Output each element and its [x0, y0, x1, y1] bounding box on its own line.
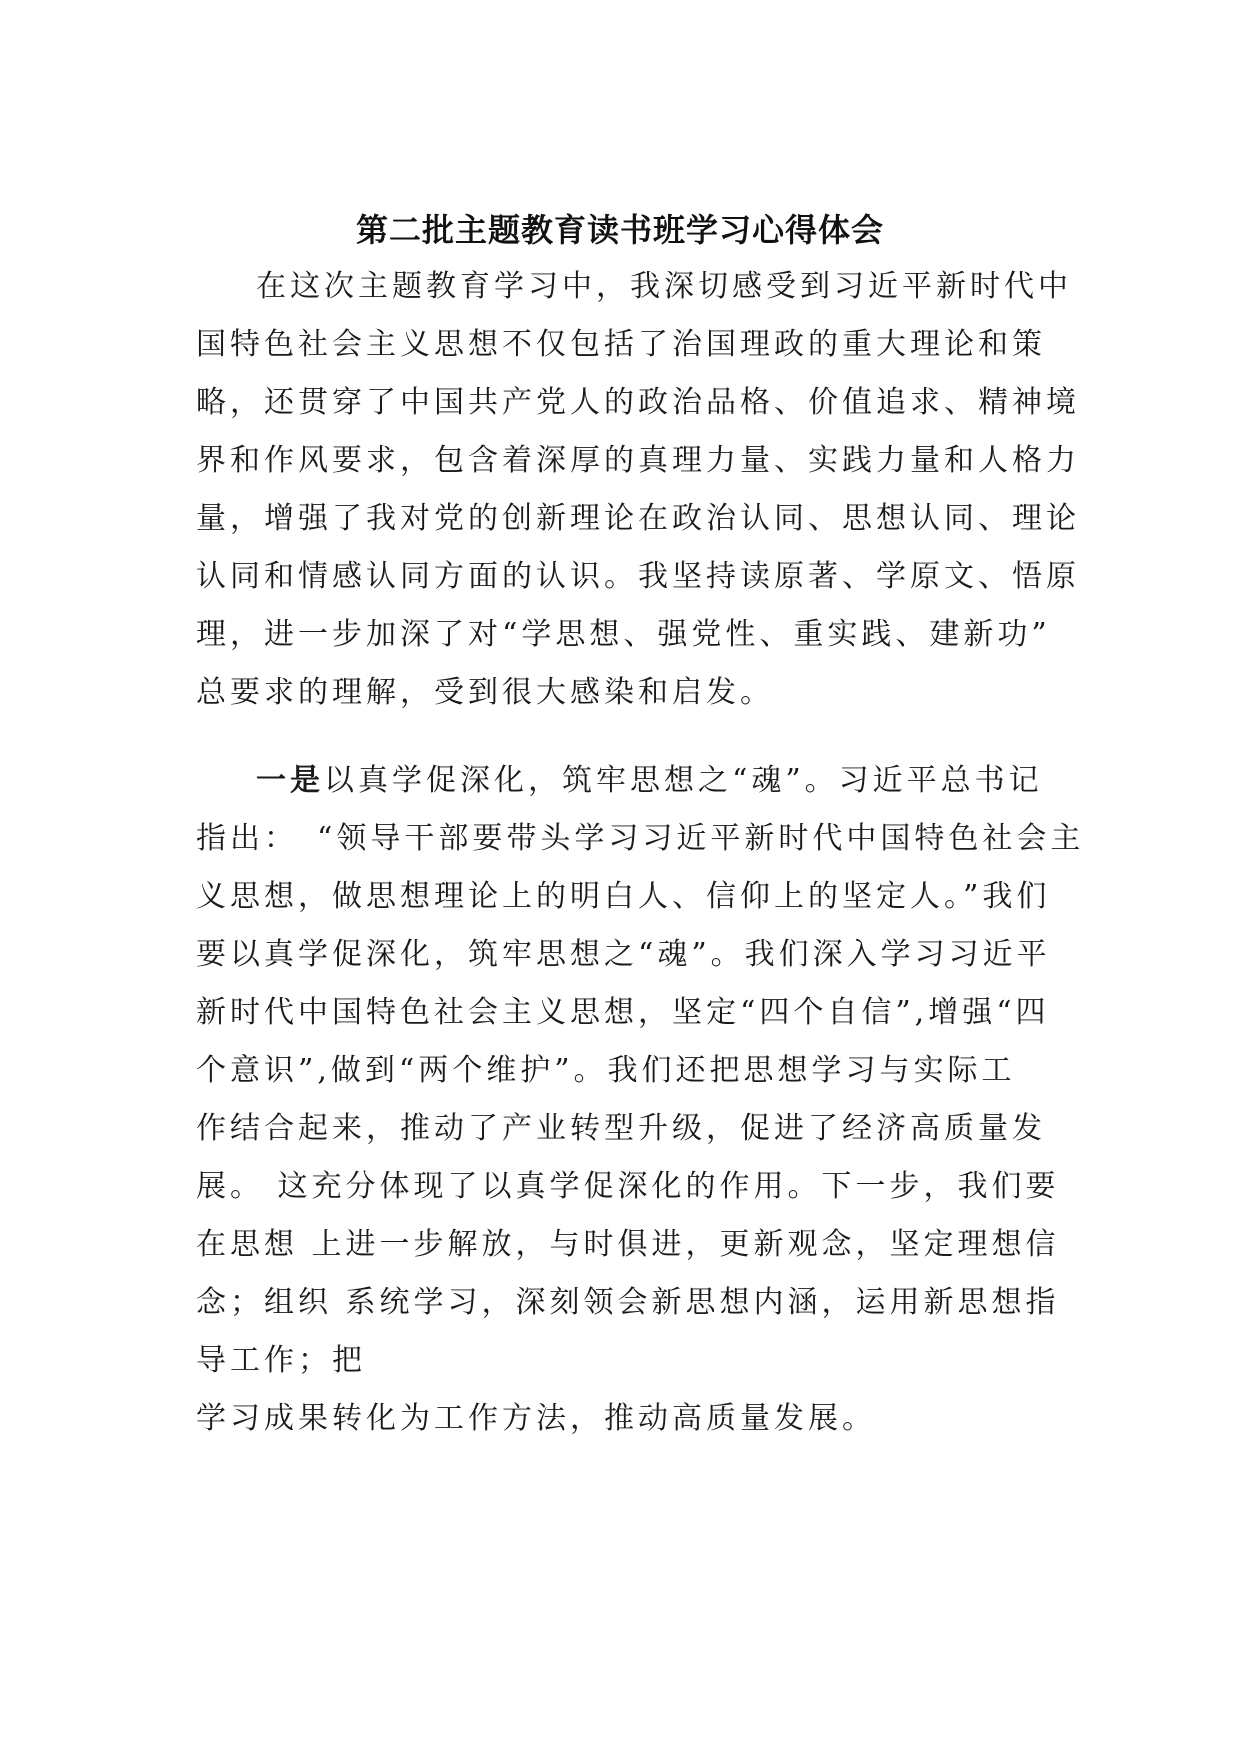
paragraph-line: 指出： “领导干部要带头学习习近平新时代中国特色社会主	[196, 821, 1085, 856]
paragraph-line: 义思想，做思想理论上的明白人、信仰上的坚定人。”我们	[196, 879, 1051, 914]
paragraph-line: 导工作；把	[196, 1343, 366, 1378]
paragraph-line: 新时代中国特色社会主义思想，坚定“四个自信”,增强“四	[196, 995, 1050, 1030]
paragraph-line: 念；组织 系统学习，深刻领会新思想内涵，运用新思想指	[196, 1285, 1060, 1320]
paragraph-lead: 一是	[256, 763, 324, 798]
document-title: 第二批主题教育读书班学习心得体会	[355, 211, 884, 249]
paragraph-line: 在这次主题教育学习中，我深切感受到习近平新时代中	[256, 269, 1072, 304]
paragraph-line: 要以真学促深化，筑牢思想之“魂”。我们深入学习习近平	[196, 937, 1051, 972]
paragraph-line: 在思想 上进一步解放，与时俱进，更新观念，坚定理想信	[196, 1227, 1060, 1262]
paragraph-line: 略，还贯穿了中国共产党人的政治品格、价值追求、精神境	[196, 385, 1080, 420]
paragraph-line	[196, 752, 1056, 810]
paragraph-line: 认同和情感认同方面的认识。我坚持读原著、学原文、悟原	[196, 559, 1080, 594]
paragraph-line: 理，进一步加深了对“学思想、强党性、重实践、建新功”	[196, 617, 1051, 652]
paragraph-line: 个意识”,做到“两个维护”。我们还把思想学习与实际工	[196, 1053, 1016, 1088]
paragraph-line: 展。 这充分体现了以真学促深化的作用。下一步，我们要	[196, 1169, 1060, 1204]
paragraph-2	[196, 752, 1085, 1448]
paragraph-line: 总要求的理解，受到很大感染和启发。	[196, 675, 774, 710]
paragraph-line: 学习成果转化为工作方法，推动高质量发展。	[196, 1401, 876, 1436]
paragraph-line: 作结合起来，推动了产业转型升级，促进了经济高质量发	[196, 1111, 1046, 1146]
paragraph-line: 量，增强了我对党的创新理论在政治认同、思想认同、理论	[196, 501, 1080, 536]
paragraph-line-rest: 以真学促深化，筑牢思想之“魂”。习近平总书记	[324, 763, 1043, 798]
paragraph-line: 界和作风要求，包含着深厚的真理力量、实践力量和人格力	[196, 443, 1080, 478]
paragraph-1	[196, 258, 1080, 722]
paragraph-line: 国特色社会主义思想不仅包括了治国理政的重大理论和策	[196, 327, 1046, 362]
